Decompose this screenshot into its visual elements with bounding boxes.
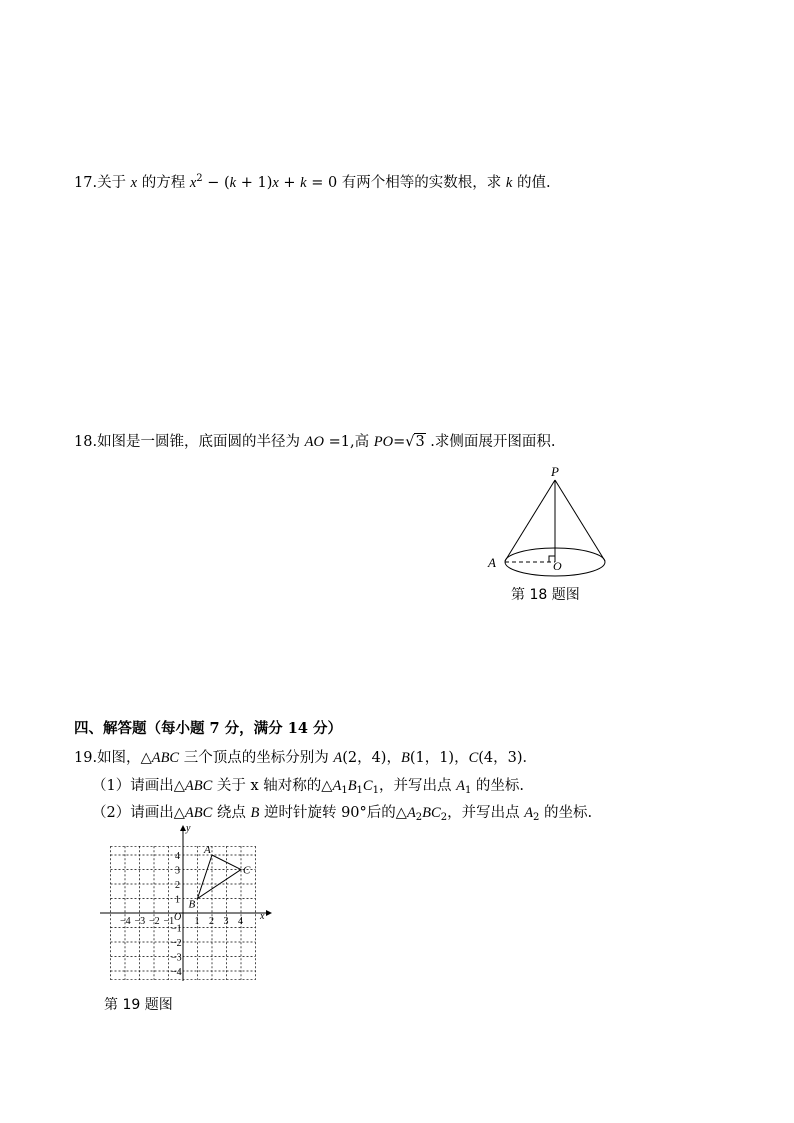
sqrt-value: 3: [415, 434, 425, 450]
figure-18-caption: 第 18 题图: [511, 587, 580, 603]
figure-19-caption: 第 19 题图: [104, 997, 173, 1013]
text: 关于: [97, 175, 131, 191]
point-b: B: [250, 805, 260, 821]
question-17: [74, 171, 551, 192]
label-o: O: [553, 559, 562, 573]
text: 的坐标.: [471, 778, 525, 794]
triangle-abc: ABC: [184, 778, 213, 794]
y-tick-label: 4: [175, 851, 180, 862]
y-tick-label: 3: [175, 865, 180, 877]
equation-part: + 1): [236, 175, 273, 191]
subscript: 2: [440, 812, 448, 823]
segment-po: PO: [373, 434, 394, 450]
subscript: 1: [372, 785, 379, 796]
text: =: [393, 434, 406, 450]
coord-a: (2，4)，: [342, 750, 401, 766]
x-tick-label: 4: [238, 916, 243, 927]
question-18: [74, 430, 556, 451]
x-tick-label: 2: [209, 916, 214, 927]
question-number: 19.: [74, 750, 98, 766]
coord-c: (4，3)．: [478, 750, 538, 766]
subscript: 2: [533, 812, 540, 823]
equation-part: = 0: [306, 175, 338, 191]
y-axis-label: y: [186, 823, 191, 834]
text: 的方程: [137, 175, 190, 191]
triangle-symbol: △: [173, 805, 185, 821]
point-a2: A: [406, 805, 416, 821]
subscript: 1: [356, 785, 363, 796]
triangle-symbol: △: [173, 778, 185, 794]
text: 绕点: [212, 805, 251, 821]
point-a1: A: [332, 778, 342, 794]
point-a: A: [333, 750, 343, 766]
y-tick-label: 1: [175, 894, 180, 906]
equation-k: k: [300, 175, 307, 191]
subscript: 1: [464, 785, 472, 796]
point-c1: C: [362, 778, 373, 794]
label-c: C: [243, 864, 251, 877]
origin-label: O: [174, 912, 182, 923]
x-tick-label: −4: [120, 916, 131, 927]
x-tick-label: −1: [163, 916, 175, 927]
question-19-part-1: [92, 774, 524, 796]
text: 三个顶点的坐标分别为: [179, 750, 334, 766]
label-a: A: [204, 844, 211, 856]
variable-k: k: [505, 175, 513, 191]
text: ，并写出点: [378, 778, 457, 794]
triangle-symbol: △: [321, 778, 333, 794]
point-a1: A: [456, 778, 465, 794]
y-tick-label: 2: [175, 880, 180, 891]
variable-x: x: [130, 175, 138, 191]
x-axis-arrow: [266, 910, 272, 916]
text: 关于 x 轴对称的: [212, 778, 322, 794]
subscript: 1: [341, 785, 348, 796]
equation-part: − (: [202, 175, 230, 191]
label-a: A: [488, 555, 496, 570]
segment-ao: AO: [304, 434, 325, 450]
question-number: 17.: [74, 175, 98, 191]
question-19-part-2: [92, 801, 592, 823]
point-a2: A: [524, 805, 534, 821]
points-bc2: BC: [422, 805, 441, 821]
point-c: C: [468, 750, 479, 766]
y-tick-label: −3: [171, 952, 182, 964]
cone-figure: [480, 465, 620, 580]
part-number: （2）请画出: [92, 805, 174, 821]
triangle-abc: ABC: [151, 750, 180, 766]
point-b: B: [400, 750, 410, 766]
equation-part: +: [278, 175, 301, 191]
subscript: 2: [415, 812, 423, 823]
text: ，并写出点: [447, 805, 525, 821]
equation-exponent: 2: [196, 173, 203, 184]
point-b1: B: [347, 778, 357, 794]
x-tick-label: 3: [223, 916, 229, 927]
y-tick-label: −4: [171, 967, 182, 978]
section-title: 四、解答题（每小题 7 分，满分 14 分）: [74, 720, 342, 737]
text: 如图是一圆锥，底面圆的半径为: [97, 434, 305, 450]
triangle-abc: ABC: [184, 805, 213, 821]
question-19: [74, 746, 537, 767]
label-p: P: [551, 465, 559, 479]
label-b: B: [188, 898, 196, 911]
triangle-symbol: △: [395, 805, 407, 821]
equation-x: x: [189, 175, 197, 191]
text: 如图，: [97, 750, 141, 766]
y-tick-label: −2: [171, 938, 182, 949]
triangle-abc: [198, 855, 242, 899]
y-tick-label: −1: [171, 923, 182, 935]
text: .求侧面展开图面积.: [425, 434, 556, 450]
triangle-symbol: △: [140, 750, 152, 766]
text: 有两个相等的实数根，求: [337, 175, 506, 191]
text: 的值.: [512, 175, 551, 191]
x-tick-label: −3: [134, 916, 146, 927]
coord-b: (1，1)，: [409, 750, 469, 766]
x-tick-label: −2: [149, 916, 160, 927]
x-axis-label: x: [260, 911, 265, 922]
sqrt-symbol: √: [405, 434, 415, 450]
text: 逆时针旋转 90°后的: [259, 805, 396, 821]
coordinate-grid-figure: [96, 823, 276, 985]
equation-k: k: [229, 175, 237, 191]
x-tick-label: 1: [194, 916, 200, 927]
text: 的坐标.: [539, 805, 593, 821]
text: =1,高: [324, 434, 374, 450]
cone-right-edge: [555, 480, 605, 561]
part-number: （1）请画出: [92, 778, 174, 794]
question-number: 18.: [74, 434, 98, 450]
cone-left-edge: [505, 480, 555, 561]
equation-x: x: [272, 175, 279, 191]
